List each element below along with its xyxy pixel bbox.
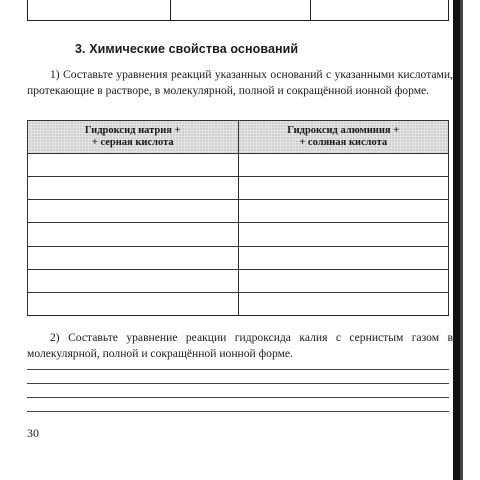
task-2 <box>27 330 453 361</box>
answer-cell[interactable] <box>28 246 239 269</box>
answer-line[interactable] <box>27 383 449 384</box>
table-row <box>28 200 449 223</box>
table-row <box>28 177 449 200</box>
page-number: 30 <box>27 426 39 440</box>
answer-cell[interactable] <box>28 269 239 292</box>
header-line: Гидроксид натрия + <box>84 125 181 136</box>
header-line: + серная кислота <box>91 137 174 148</box>
answer-cell[interactable] <box>238 269 449 292</box>
answer-line[interactable] <box>27 397 449 398</box>
header-aluminium-hydroxide <box>238 121 449 154</box>
header-line: + соляная кислота <box>299 137 388 148</box>
answer-cell[interactable] <box>238 292 449 315</box>
task-2-text: 2) Составьте уравнение реакции гидроксида калия с сернистым газом в молекулярной, полной и сокращённой ионной форме. <box>27 331 453 360</box>
table-row <box>28 292 449 315</box>
header-sodium-hydroxide <box>28 121 239 154</box>
answer-cell[interactable] <box>28 292 239 315</box>
table-row <box>28 154 449 177</box>
task-1-text: 1) Составьте уравнения реакций указанных оснований с указанными кислотами, протекающие в растворе, в молекулярной, полной и сокращённой ионной форме. <box>27 68 453 97</box>
table-row <box>28 246 449 269</box>
answer-table <box>27 120 449 316</box>
table-divider <box>170 0 171 20</box>
page-spine-shadow <box>453 0 460 480</box>
answer-line[interactable] <box>27 369 449 370</box>
page-spine-edge <box>460 0 463 480</box>
answer-cell[interactable] <box>238 200 449 223</box>
answer-cell[interactable] <box>238 246 449 269</box>
table-header-row <box>28 121 449 154</box>
table-divider <box>310 0 311 20</box>
header-line: Гидроксид алюминия + <box>287 125 400 136</box>
section-title: 3. Химические свойства оснований <box>75 42 299 56</box>
answer-cell[interactable] <box>28 154 239 177</box>
answer-line[interactable] <box>27 411 449 412</box>
table-row <box>28 269 449 292</box>
answer-table-body <box>28 154 449 316</box>
previous-table-remnant <box>27 0 449 21</box>
table-row <box>28 223 449 246</box>
answer-cell[interactable] <box>28 223 239 246</box>
answer-cell[interactable] <box>28 177 239 200</box>
answer-cell[interactable] <box>238 177 449 200</box>
task-1 <box>27 67 453 98</box>
answer-cell[interactable] <box>238 154 449 177</box>
answer-cell[interactable] <box>238 223 449 246</box>
answer-cell[interactable] <box>28 200 239 223</box>
